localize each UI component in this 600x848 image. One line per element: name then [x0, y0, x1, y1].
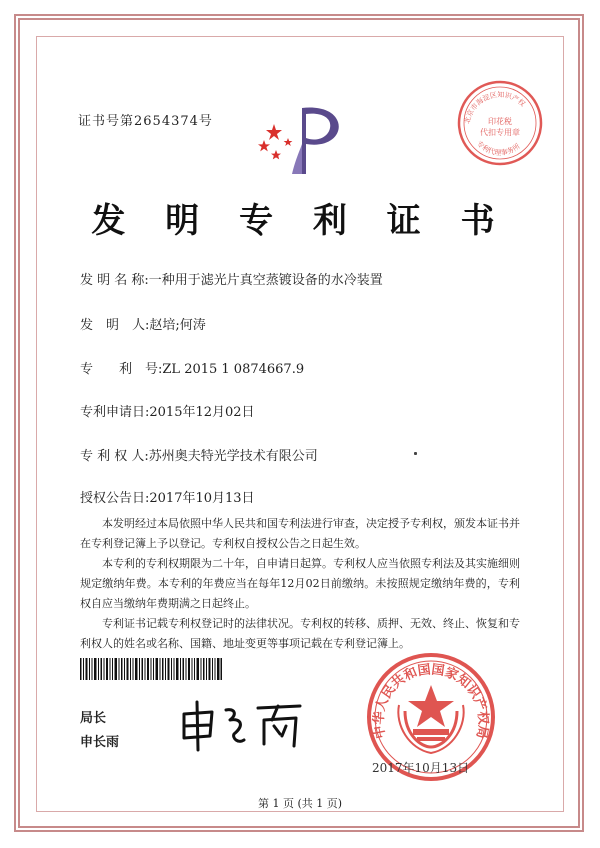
body-paragraph-1: 本发明经过本局依照中华人民共和国专利法进行审查，决定授予专利权，颁发本证书并在专利登记簿上予以登记。专利权自授权公告之日起生效。 [80, 517, 520, 550]
field-invention-name [80, 269, 383, 288]
field-value: 赵培;何涛 [149, 318, 206, 333]
director-signature [178, 700, 308, 752]
logo-star-4 [284, 138, 293, 146]
body-paragraph-3: 专利证书记载专利权登记时的法律状况。专利权的转移、质押、无效、终止、恢复和专利权人的姓名或名称、国籍、地址变更等事项记载在专利登记簿上。 [80, 617, 520, 650]
field-filing-date [80, 401, 255, 420]
certificate-body [80, 514, 520, 654]
field-patentee [80, 445, 318, 464]
field-value: 2015年12月02日 [149, 405, 255, 420]
certificate-title: 发 明 专 利 证 书 [91, 201, 509, 241]
field-patent-number [80, 358, 304, 377]
field-label: 专利申请日: [80, 405, 150, 420]
agency-seal-bottom-text: 专利代理事务所 [475, 139, 522, 158]
barcode-icon [80, 658, 222, 680]
agency-seal-arc-text: 北京市海淀区知识产权 [463, 90, 527, 125]
logo-p-shape [302, 108, 339, 174]
field-grant-date [80, 487, 255, 506]
director-name: 申长雨 [80, 735, 120, 750]
logo-star-2 [258, 140, 270, 151]
field-label: 授权公告日: [80, 491, 150, 506]
director-title: 局长 [80, 711, 107, 726]
certificate-number: 证书号第2654374号 [78, 114, 213, 129]
logo-star-1 [266, 124, 282, 140]
field-value: ZL 2015 1 0874667.9 [162, 362, 305, 377]
field-value: 苏州奥夫特光学技术有限公司 [148, 449, 318, 464]
agency-seal-line-2: 印花税 [488, 117, 512, 126]
field-inventors [80, 314, 206, 333]
cnipa-logo-icon [252, 104, 348, 178]
field-label: 专 利 权 人: [80, 449, 149, 464]
field-label: 专 利 号: [80, 362, 163, 377]
field-label: 发 明 人: [80, 318, 150, 333]
field-label: 发 明 名 称: [80, 273, 149, 288]
logo-p-accent [292, 144, 302, 174]
field-value: 2017年10月13日 [149, 491, 255, 506]
seal-arc-text: 中华人民共和国国家知识产权局 [371, 662, 491, 740]
body-paragraph-2: 本专利的专利权期限为二十年，自申请日起算。专利权人应当依照专利法及其实施细则规定缴纳年费。本专利的年费应当在每年12月02日前缴纳。未按照规定缴纳年费的，专利权自应当缴纳年费期满之日起终止。 [80, 557, 520, 610]
agency-seal-line-3: 代扣专用章 [480, 128, 520, 137]
logo-star-3 [271, 150, 281, 159]
seal-date: 2017年10月13日 [372, 761, 470, 775]
agency-seal-icon [455, 78, 545, 168]
stray-mark [414, 452, 417, 455]
page-number: 第 1 页 (共 1 页) [257, 797, 343, 810]
field-value: 一种用于滤光片真空蒸镀设备的水冷装置 [148, 273, 383, 288]
seal-star [408, 685, 454, 727]
